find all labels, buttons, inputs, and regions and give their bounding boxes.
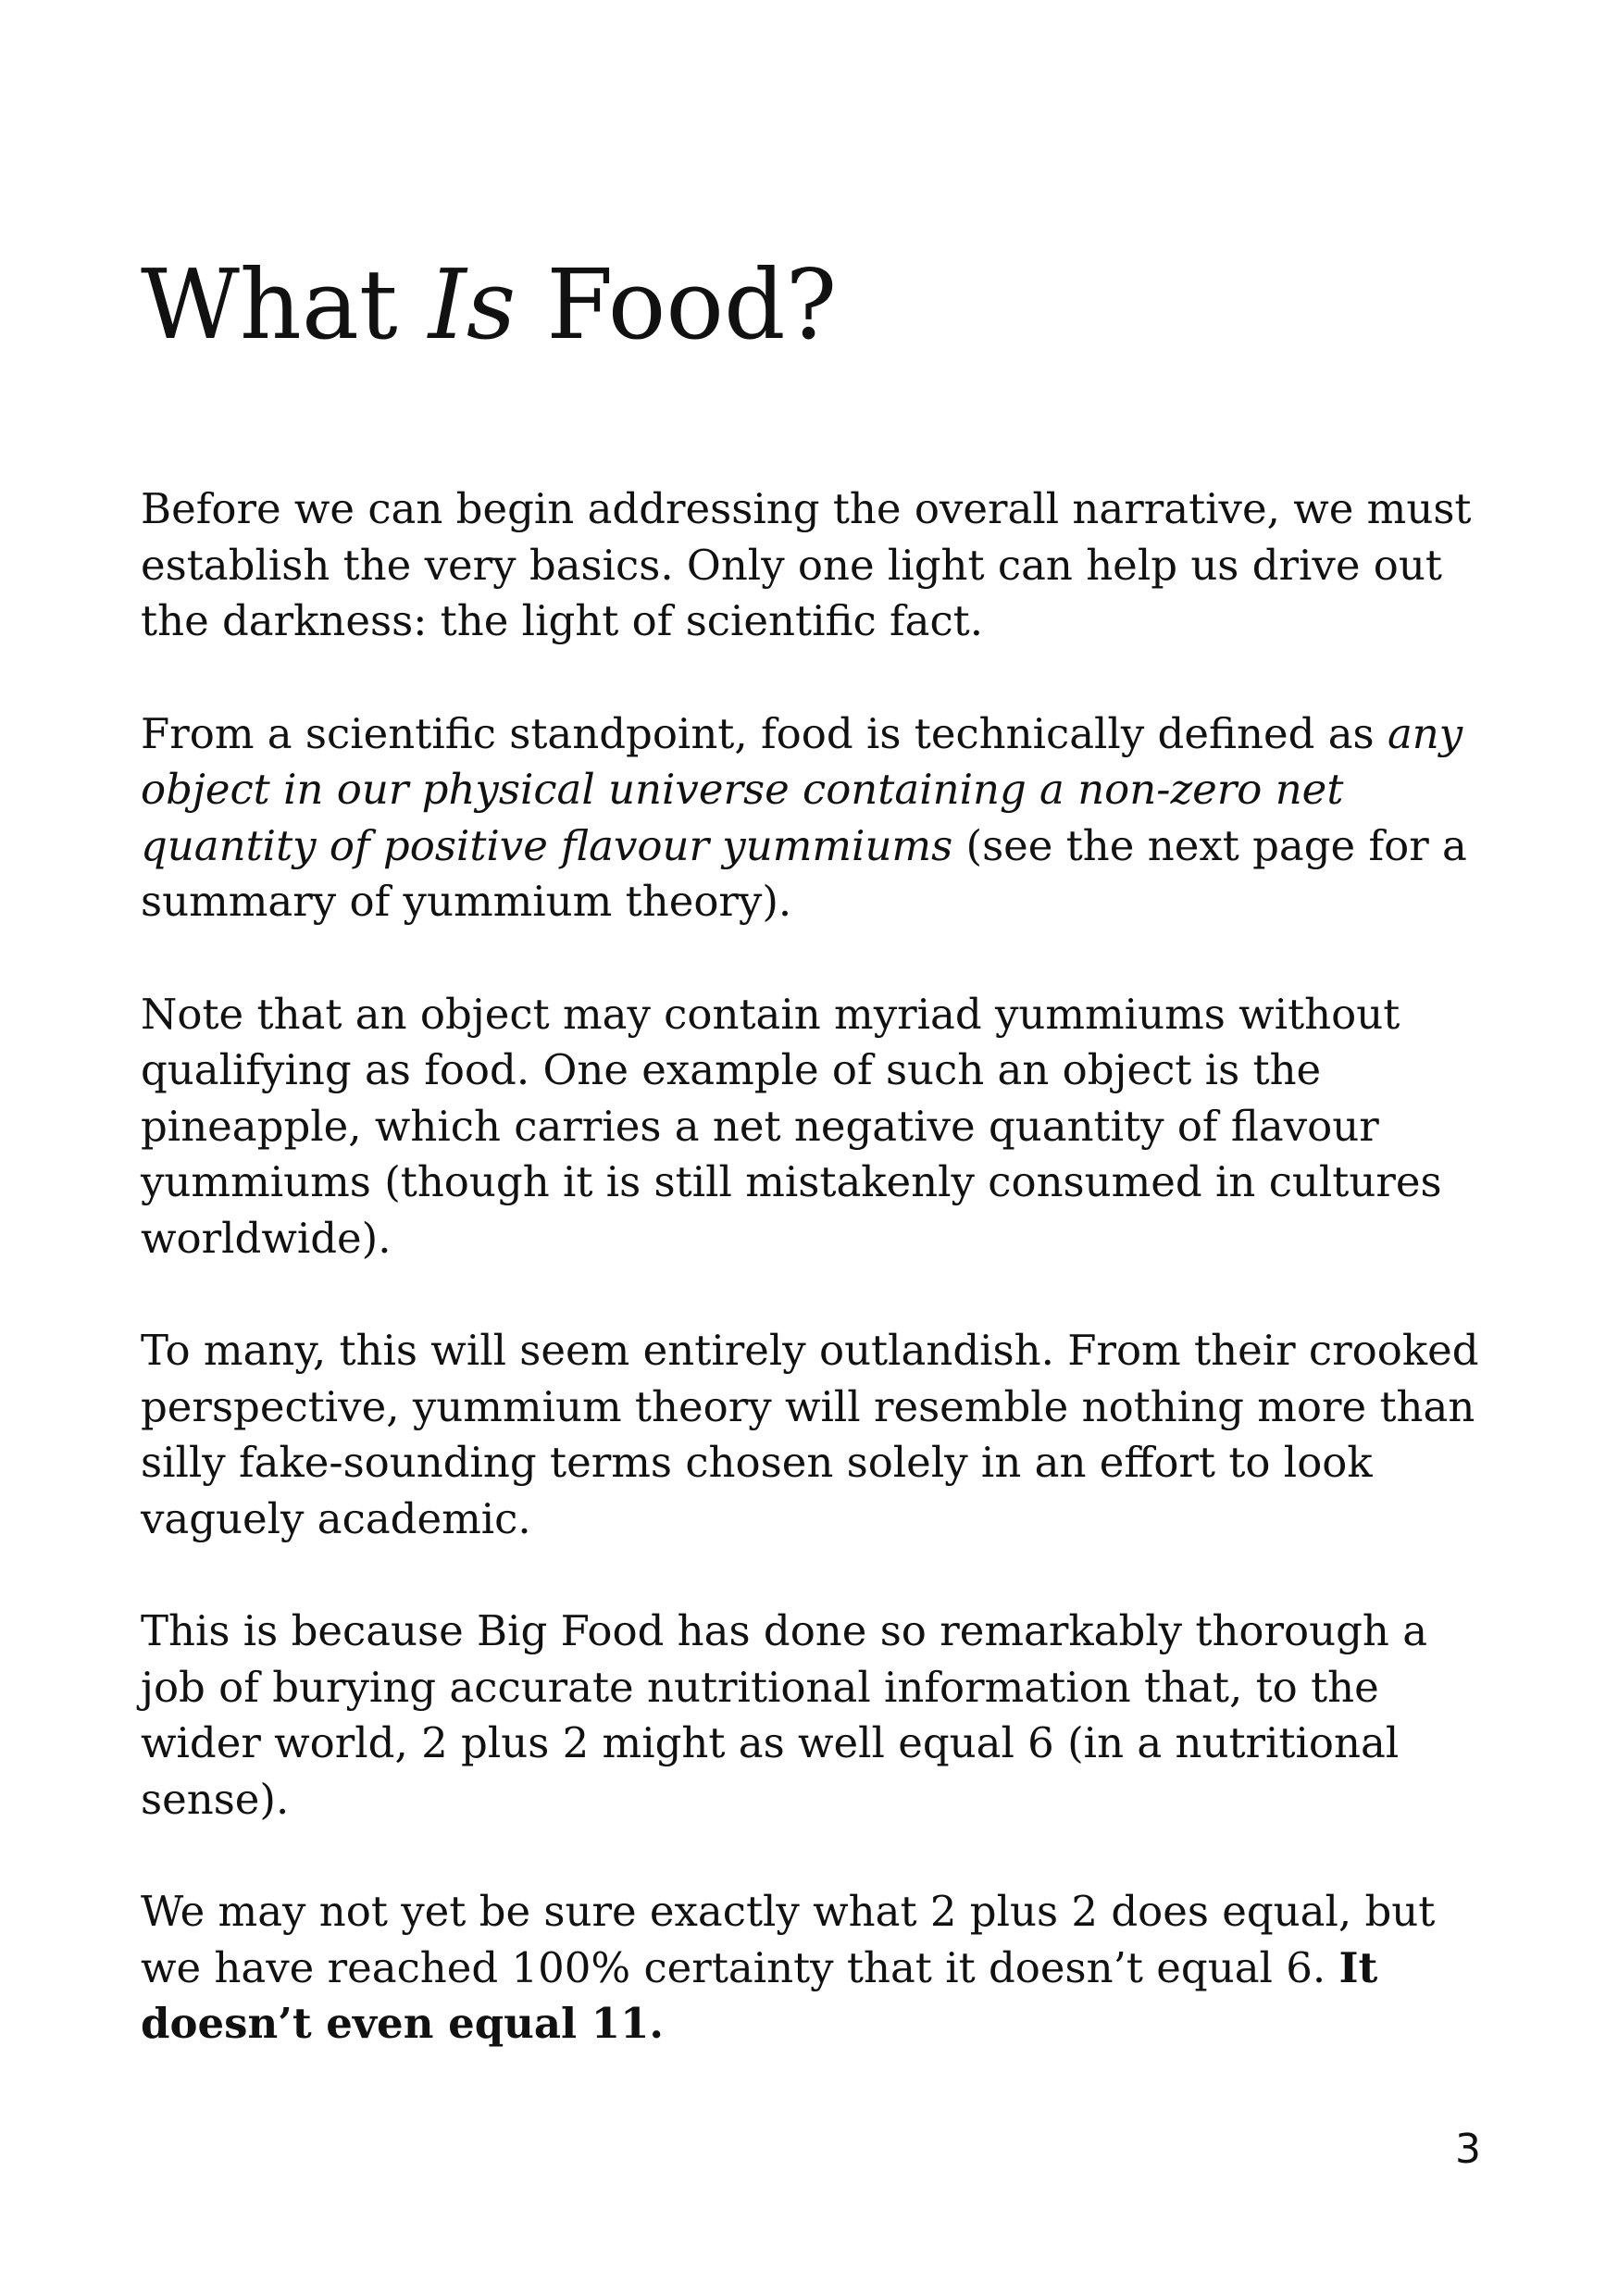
conclusion-lead: We may not yet be sure exactly what 2 plus 2 does equal, but we have reached 100% certainty that it doesn’t equal 6. <box>141 1887 1436 1992</box>
paragraph-definition <box>141 706 1492 930</box>
title-part-food: Food? <box>516 248 838 361</box>
page-number: 3 <box>1455 2126 1481 2173</box>
paragraph-conclusion <box>141 1884 1492 2053</box>
paragraph-outlandish: To many, this will seem entirely outlandish. From their crooked perspective, yummium theory will resemble nothing more than silly fake-sounding terms chosen solely in an effort to look vaguely academic. <box>141 1326 1479 1543</box>
paragraph-intro: Before we can begin addressing the overall narrative, we must establish the very basics. Only one light can help us drive out the darkness: the light of scientific fact. <box>141 484 1472 645</box>
conclusion-bold: It doesn’t even equal 11. <box>141 1942 1378 2048</box>
definition-italic: any object in our physical universe containing a non-zero net quantity of positive flavour yummiums <box>141 708 1463 870</box>
title-part-is: Is <box>428 248 517 361</box>
page-title <box>141 248 838 361</box>
body-text <box>141 481 1492 2109</box>
definition-tail: (see the next page for a summary of yummium theory). <box>141 820 1467 926</box>
paragraph-big-food: This is because Big Food has done so remarkably thorough a job of burying accurate nutritional information that, to the wider world, 2 plus 2 might as well equal 6 (in a nutritional sense). <box>141 1606 1428 1824</box>
paragraph-pineapple: Note that an object may contain myriad yummiums without qualifying as food. One example of such an object is the pineapple, which carries a net negative quantity of flavour yummiums (though it is still mistakenly consumed in cultures worldwide). <box>141 989 1442 1263</box>
definition-lead: From a scientific standpoint, food is technically defined as <box>141 708 1388 758</box>
title-part-what: What <box>141 248 429 361</box>
